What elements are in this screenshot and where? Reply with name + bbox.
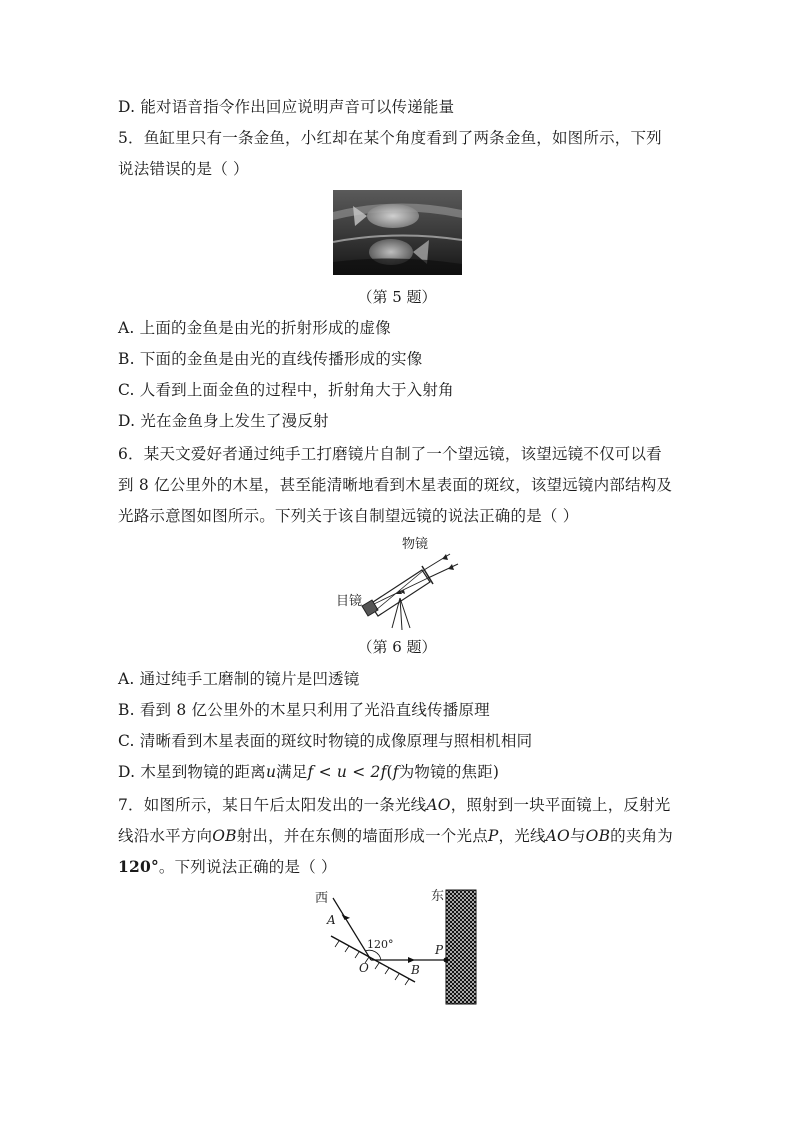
q6-option-d	[118, 762, 499, 782]
q5-stem-line1: 5．鱼缸里只有一条金鱼，小红却在某个角度看到了两条金鱼，如图所示，下列	[118, 129, 662, 147]
label-west: 西	[315, 891, 329, 906]
q7-angle: 120°	[118, 857, 159, 876]
q7-text-2: ，照射到一块平面镜上，反射光	[450, 796, 671, 814]
label-O: O	[359, 961, 369, 975]
q6-stem-line3: 光路示意图如图所示。下列关于该自制望远镜的说法正确的是（ ）	[118, 507, 579, 525]
goldfish-photo	[333, 190, 462, 275]
mirror-reflection-diagram	[305, 884, 480, 1009]
q5-option-a: A. 上面的金鱼是由光的折射形成的虚像	[118, 319, 391, 337]
q6-paren-open: (	[386, 763, 393, 781]
q5-option-d: D. 光在金鱼身上发生了漫反射	[118, 412, 329, 430]
q5-option-b: B. 下面的金鱼是由光的直线传播形成的实像	[118, 350, 423, 368]
q7-text-6: 与	[569, 827, 586, 845]
q7-stem-line2	[118, 826, 673, 846]
q7-ray-AO: AO	[426, 796, 451, 814]
q7-text-7: 的夹角为	[610, 827, 673, 845]
q6-option-d-text1: D. 木星到物镜的距离	[118, 763, 266, 781]
q6-var-f: f	[392, 763, 399, 781]
q5-stem-line2: 说法错误的是（ ）	[118, 160, 249, 178]
q5-option-c: C. 人看到上面金鱼的过程中，折射角大于入射角	[118, 381, 454, 399]
label-A: A	[327, 913, 336, 927]
q6-var-u: u	[265, 763, 277, 781]
q6-option-a: A. 通过纯手工磨制的镜片是凹透镜	[118, 670, 360, 688]
q7-text-1: 7．如图所示，某日午后太阳发出的一条光线	[118, 796, 427, 814]
q6-option-b: B. 看到 8 亿公里外的木星只利用了光沿直线传播原理	[118, 701, 490, 719]
q7-text-8: 。下列说法正确的是（ ）	[158, 858, 337, 876]
label-angle-120: 120°	[367, 938, 394, 951]
q6-stem-line1: 6．某天文爱好者通过纯手工打磨镜片自制了一个望远镜，该望远镜不仅可以看	[118, 445, 662, 463]
q6-caption: （第 6 题）	[357, 638, 437, 656]
q7-ray-OB: OB	[212, 827, 237, 845]
telescope-diagram	[330, 532, 465, 632]
q6-option-c: C. 清晰看到木星表面的斑纹时物镜的成像原理与照相机相同	[118, 732, 533, 750]
q6-condition: f < u < 2f	[307, 763, 387, 781]
label-eyepiece: 目镜	[336, 594, 363, 609]
label-P: P	[435, 943, 444, 957]
q7-point-P: P	[487, 827, 499, 845]
q7-text-4: 射出，并在东侧的墙面形成一个光点	[236, 827, 488, 845]
label-B: B	[411, 963, 420, 977]
q7-stem-line1	[118, 795, 671, 815]
q7-stem-line3	[118, 857, 337, 877]
q7-ray-OB-2: OB	[585, 827, 611, 845]
q4-option-d: D. 能对语音指令作出回应说明声音可以传递能量	[118, 98, 455, 116]
label-objective: 物镜	[402, 537, 429, 552]
q5-caption: （第 5 题）	[357, 288, 437, 306]
q6-stem-line2: 到 8 亿公里外的木星，甚至能清晰地看到木星表面的斑纹，该望远镜内部结构及	[118, 476, 673, 494]
q6-option-d-text3: 为物镜的焦距)	[398, 763, 500, 781]
q7-ray-AO-2: AO	[545, 827, 570, 845]
q7-text-5: ，光线	[498, 827, 546, 845]
q6-option-d-text2: 满足	[276, 763, 308, 781]
q7-text-3: 线沿水平方向	[118, 827, 213, 845]
label-east: 东	[431, 889, 445, 904]
